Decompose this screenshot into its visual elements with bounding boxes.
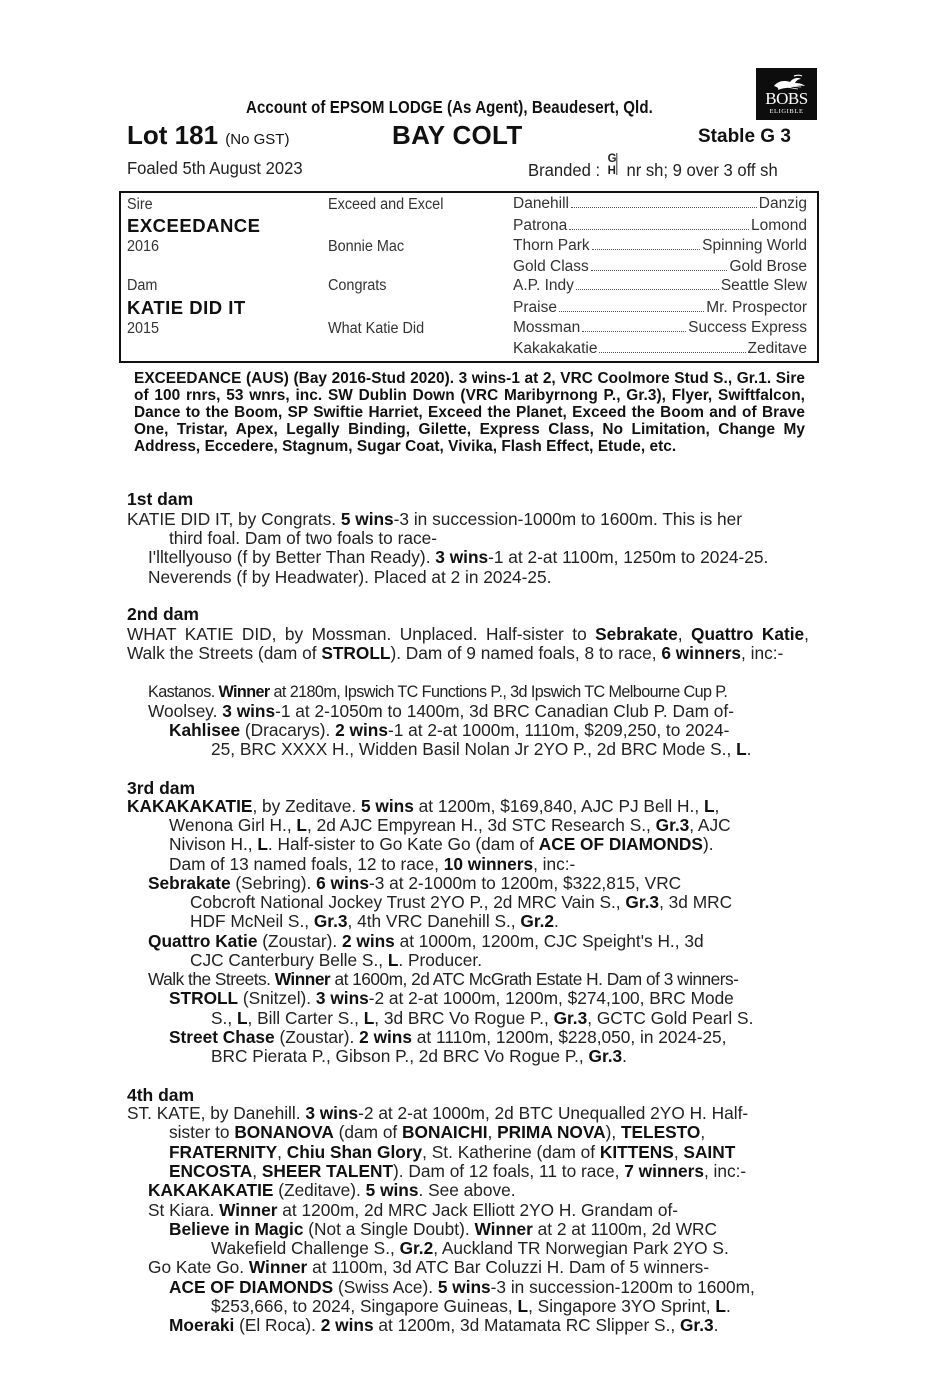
black-type: L	[236, 1008, 248, 1028]
dam-4-line: ST. KATE, by Danehill. 3 wins-2 at 2-at 1000m, 2d BTC Unequalled 2YO H. Half-	[127, 1103, 749, 1123]
dot-leader	[599, 341, 745, 353]
progeny-line: Walk the Streets. Winner at 1600m, 2d ATC McGrath Estate H. Dam of 3 winners-	[148, 969, 739, 989]
winner: Winner	[218, 683, 270, 701]
dam-3-line: Dam of 13 named foals, 12 to race, 10 winners, inc:-	[169, 854, 576, 874]
black-type: Sebrakate	[148, 873, 231, 893]
black-type: L	[703, 796, 715, 816]
black-type: ACE OF DIAMONDS	[169, 1277, 334, 1297]
text: KATIE DID IT, by Congrats.	[127, 509, 341, 529]
horse-name: Sebrakate	[595, 624, 678, 644]
black-type: 2 wins	[341, 931, 395, 951]
black-type: Gr.3	[313, 911, 348, 931]
text: , Walk the Streets (dam of	[127, 624, 809, 664]
wins: 5 wins	[340, 509, 394, 529]
brand-bottom: H	[607, 163, 616, 177]
black-type: Gr.3	[588, 1046, 623, 1066]
black-type: L	[517, 1296, 529, 1316]
black-type: Gr.3	[625, 892, 660, 912]
progeny-line	[211, 740, 751, 759]
horse-name: STROLL	[321, 643, 391, 664]
sire-name: EXCEEDANCE	[127, 215, 261, 236]
black-type: Gr.3	[679, 1315, 714, 1335]
gen3-row	[513, 277, 807, 295]
gen3-dam: Praise	[513, 299, 557, 316]
black-type: 3 wins	[305, 1103, 359, 1123]
sex-colour: BAY COLT	[392, 120, 523, 150]
dam-dam: What Katie Did	[328, 320, 425, 337]
progeny-line	[148, 702, 734, 721]
sire-label: Sire	[127, 196, 153, 213]
dam-4-line: ENCOSTA, SHEER TALENT). Dam of 12 foals, 11 to race, 7 winners, inc:-	[169, 1161, 747, 1181]
progeny-line: Cobcroft National Jockey Trust 2YO P., 2d MRC Vain S., Gr.3, 3d MRC	[190, 892, 733, 912]
gen3-row	[513, 258, 807, 276]
gen3-row	[513, 217, 807, 235]
black-type: 2 wins	[320, 1315, 374, 1335]
logo-title: BOBS	[765, 89, 808, 108]
gen3-sire-sire: Spinning World	[702, 237, 807, 254]
lot-number	[127, 120, 289, 151]
black-type: Winner	[219, 1200, 278, 1220]
gen3-row	[513, 299, 807, 317]
wins: 2 wins	[335, 720, 388, 740]
text: Kastanos.	[148, 683, 219, 701]
vendor-account: Account of EPSOM LODGE (As Agent), Beaudesert, Qld.	[246, 97, 653, 117]
text: WHAT KATIE DID, by Mossman. Unplaced. Half-sister to	[127, 624, 596, 644]
black-type: KAKAKAKATIE	[127, 796, 253, 816]
gen3-sire: Thorn Park	[513, 237, 590, 254]
progeny-line	[169, 721, 729, 740]
text: I'lltellyouso (f by Better Than Ready).	[148, 547, 436, 567]
progeny-line: $253,666, to 2024, Singapore Guineas, L, Singapore 3YO Sprint, L.	[211, 1296, 731, 1316]
black-type: 3 wins	[315, 988, 369, 1008]
dot-leader	[592, 238, 700, 250]
progeny-line	[148, 683, 727, 702]
gen3-dam: Gold Class	[513, 258, 589, 275]
progeny-line: St Kiara. Winner at 1200m, 2d MRC Jack Elliott 2YO H. Grandam of-	[148, 1200, 678, 1220]
brand-info	[528, 151, 778, 181]
text: at 2180m, Ipswich TC Functions P., 3d Ipswich TC Melbourne Cup P.	[269, 683, 728, 701]
brand-top: G	[607, 151, 617, 165]
black-type: L	[363, 1008, 375, 1028]
dam-2-text	[127, 625, 809, 664]
sire-sire: Exceed and Excel	[328, 196, 444, 213]
text: , inc:-	[741, 643, 784, 664]
gen3-row	[513, 195, 807, 213]
progeny-line: Go Kate Go. Winner at 1100m, 3d ATC Bar Coluzzi H. Dam of 5 winners-	[148, 1257, 710, 1277]
progeny-line: S., L, Bill Carter S., L, 3d BRC Vo Rogue P., Gr.3, GCTC Gold Pearl S.	[211, 1008, 754, 1028]
stable-location: Stable G 3	[698, 126, 791, 147]
progeny-line: Wakefield Challenge S., Gr.2, Auckland TR Norwegian Park 2YO S.	[211, 1238, 729, 1258]
horse-name: Kahlisee	[169, 720, 241, 740]
progeny-line: CJC Canterbury Belle S., L. Producer.	[190, 950, 482, 970]
text: -1 at 2-at 1100m, 1250m to 2024-25.	[488, 547, 769, 567]
dam-name: KATIE DID IT	[127, 297, 246, 318]
black-type: Gr.3	[655, 815, 690, 835]
text: -1 at 2-1050m to 1400m, 3d BRC Canadian Club P. Dam of-	[275, 701, 734, 721]
text: Woolsey.	[148, 701, 223, 721]
pedigree-table	[119, 191, 819, 363]
black-type: ACE OF DIAMONDS	[538, 834, 703, 854]
dam-heading-1: 1st dam	[127, 489, 194, 509]
gen3-row	[513, 237, 807, 255]
dam-1-line	[127, 510, 742, 529]
gen3-dam-sire: Lomond	[750, 217, 807, 234]
black-type: L	[257, 834, 268, 854]
progeny-line: Quattro Katie (Zoustar). 2 wins at 1000m, 1200m, CJC Speight's H., 3d	[148, 931, 704, 951]
black-type: 5 wins	[437, 1277, 491, 1297]
black-type: Winner	[474, 1219, 533, 1239]
progeny-line: Believe in Magic (Not a Single Doubt). Winner at 2 at 1100m, 2d WRC	[169, 1219, 717, 1239]
black-type: 2 wins	[359, 1027, 412, 1047]
progeny-line: Moeraki (El Roca). 2 wins at 1200m, 3d Matamata RC Slipper S., Gr.3.	[169, 1315, 719, 1335]
black-type: BONANOVA	[234, 1122, 334, 1142]
gen3-sire-sire: Success Express	[688, 319, 807, 336]
progeny-line: HDF McNeil S., Gr.3, 4th VRC Danehill S., Gr.2.	[190, 911, 559, 931]
progeny-line	[148, 548, 768, 567]
dot-leader	[591, 259, 728, 271]
progeny-line: Sebrakate (Sebring). 6 wins-3 at 2-1000m to 1200m, $322,815, VRC	[148, 873, 682, 893]
black-type: Winner	[274, 969, 331, 989]
gen3-sire: Mossman	[513, 319, 581, 336]
text: .	[746, 739, 752, 759]
black-type: PRIMA NOVA	[497, 1122, 606, 1142]
dam-heading-3: 3rd dam	[127, 778, 196, 798]
dot-leader	[576, 278, 719, 290]
black-type: Quattro Katie	[148, 931, 258, 951]
listed: L	[736, 739, 747, 759]
gen3-row	[513, 319, 807, 337]
dam-4-line: sister to BONANOVA (dam of BONAICHI, PRIMA NOVA), TELESTO,	[169, 1122, 706, 1142]
black-type: 6 wins	[316, 873, 369, 893]
black-type: STROLL	[169, 988, 239, 1008]
black-type: 5 wins	[361, 796, 414, 816]
black-type: 10 winners	[443, 854, 534, 874]
black-type: FRATERNITY	[169, 1142, 278, 1162]
progeny-line: Street Chase (Zoustar). 2 wins at 1110m, 1200m, $228,050, in 2024-25,	[169, 1027, 727, 1047]
dam-1-line: third foal. Dam of two foals to race-	[169, 528, 437, 548]
bobs-eligible-logo	[756, 68, 817, 120]
wins: 3 wins	[222, 701, 276, 721]
text: ). Dam of 9 named foals, 8 to race,	[390, 643, 662, 664]
black-type: SHEER TALENT	[261, 1161, 394, 1181]
gen3-sire: A.P. Indy	[513, 277, 574, 294]
gst-note: (No GST)	[225, 131, 290, 148]
progeny-line: BRC Pierata P., Gibson P., 2d BRC Vo Rogue P., Gr.3.	[211, 1046, 627, 1066]
dam-3-line: KAKAKAKATIE, by Zeditave. 5 wins at 1200m, $169,840, AJC PJ Bell H., L,	[127, 796, 720, 816]
black-type: 5 wins	[365, 1180, 419, 1200]
black-type: Moeraki	[169, 1315, 235, 1335]
dot-leader	[569, 218, 749, 230]
winners: 6 winners	[661, 643, 742, 664]
black-type: BONAICHI	[402, 1122, 488, 1142]
black-type: L	[387, 950, 399, 970]
dam-sire: Congrats	[328, 277, 387, 294]
dam-3-line: Wenona Girl H., L, 2d AJC Empyrean H., 3d STC Research S., Gr.3, AJC	[169, 815, 731, 835]
text: 25, BRC XXXX H., Widden Basil Nolan Jr 2YO P., 2d BRC Mode S.,	[211, 739, 737, 759]
gen3-sire: Danehill	[513, 195, 570, 212]
black-type: SAINT	[683, 1142, 736, 1162]
gen3-sire-sire: Danzig	[758, 195, 807, 212]
gen3-dam: Patrona	[513, 217, 568, 234]
lot-label: Lot 181	[127, 120, 219, 150]
gen3-dam-sire: Zeditave	[747, 340, 807, 357]
logo-subtitle: ELIGIBLE	[769, 108, 804, 115]
horse-name: Quattro Katie	[691, 624, 805, 644]
black-type: KAKAKAKATIE	[148, 1180, 274, 1200]
sire-dam: Bonnie Mac	[328, 238, 405, 255]
black-type: Chiu Shan Glory	[286, 1142, 423, 1162]
foaled-date: Foaled 5th August 2023	[127, 158, 303, 178]
dam-label: Dam	[127, 277, 158, 294]
black-type: Winner	[248, 1257, 308, 1277]
dam-4-line: FRATERNITY, Chiu Shan Glory, St. Katherine (dam of KITTENS, SAINT	[169, 1142, 736, 1162]
dam-heading-4: 4th dam	[127, 1085, 195, 1105]
black-type: L	[715, 1296, 726, 1316]
progeny-line: KAKAKAKATIE (Zeditave). 5 wins. See above.	[148, 1180, 516, 1200]
progeny-line: STROLL (Snitzel). 3 wins-2 at 2-at 1000m, 1200m, $274,100, BRC Mode	[169, 988, 734, 1008]
black-type: L	[296, 815, 307, 835]
black-type: ENCOSTA	[169, 1161, 253, 1181]
progeny-line: ACE OF DIAMONDS (Swiss Ace). 5 wins-3 in succession-1200m to 1600m,	[169, 1277, 755, 1297]
black-type: KITTENS	[599, 1142, 674, 1162]
black-type: 7 winners	[624, 1161, 704, 1181]
black-type: TELESTO	[620, 1122, 701, 1142]
branded-text: nr sh; 9 over 3 off sh	[626, 160, 778, 180]
text: ,	[677, 624, 692, 644]
branded-label: Branded :	[528, 160, 601, 180]
text: (Dracarys).	[240, 720, 336, 740]
gen3-row	[513, 340, 807, 358]
black-type: Believe in Magic	[169, 1219, 304, 1239]
progeny-line: Neverends (f by Headwater). Placed at 2 in 2024-25.	[148, 567, 552, 587]
black-type: Gr.3	[553, 1008, 588, 1028]
sire-summary: EXCEEDANCE (AUS) (Bay 2016-Stud 2020). 3 wins-1 at 2, VRC Coolmore Stud S., Gr.1. Sire of 100 rnrs, 53 wnrs, inc. SW Dublin Down (VRC Maribyrnong P., Gr.3), Flyer, Swiftfalcon, Dance to the Boom, SP Swiftie Harriet, Exceed the Planet, Exceed the Boom and of Brave One, Tristar, Apex, Legally Binding, Gilette, Express Class, No Limitation, Change My Address, Eccedere, Stagnum, Sugar Coat, Vivika, Flash Effect, Etude, etc.	[134, 370, 805, 455]
sire-year: 2016	[127, 238, 160, 255]
dot-leader	[571, 196, 757, 208]
gen3-dam-sire: Gold Brose	[729, 258, 807, 275]
dot-leader	[582, 320, 686, 332]
gen3-dam: Kakakakatie	[513, 340, 598, 357]
brand-bar	[616, 153, 617, 175]
gen3-sire-sire: Seattle Slew	[720, 277, 807, 294]
dam-heading-2: 2nd dam	[127, 604, 199, 624]
text: -3 in succession-1000m to 1600m. This is her	[393, 509, 743, 529]
dam-year: 2015	[127, 320, 160, 337]
brand-mark-icon	[607, 151, 620, 178]
black-type: Street Chase	[169, 1027, 275, 1047]
black-type: Gr.2	[520, 911, 555, 931]
text: -1 at 2-at 1000m, 1110m, $209,250, to 2024-	[387, 720, 730, 740]
gen3-dam-sire: Mr. Prospector	[706, 299, 807, 316]
wins: 3 wins	[435, 547, 489, 567]
black-type: Gr.2	[399, 1238, 434, 1258]
dam-3-line: Nivison H., L. Half-sister to Go Kate Go (dam of ACE OF DIAMONDS).	[169, 834, 714, 854]
dot-leader	[559, 300, 704, 312]
